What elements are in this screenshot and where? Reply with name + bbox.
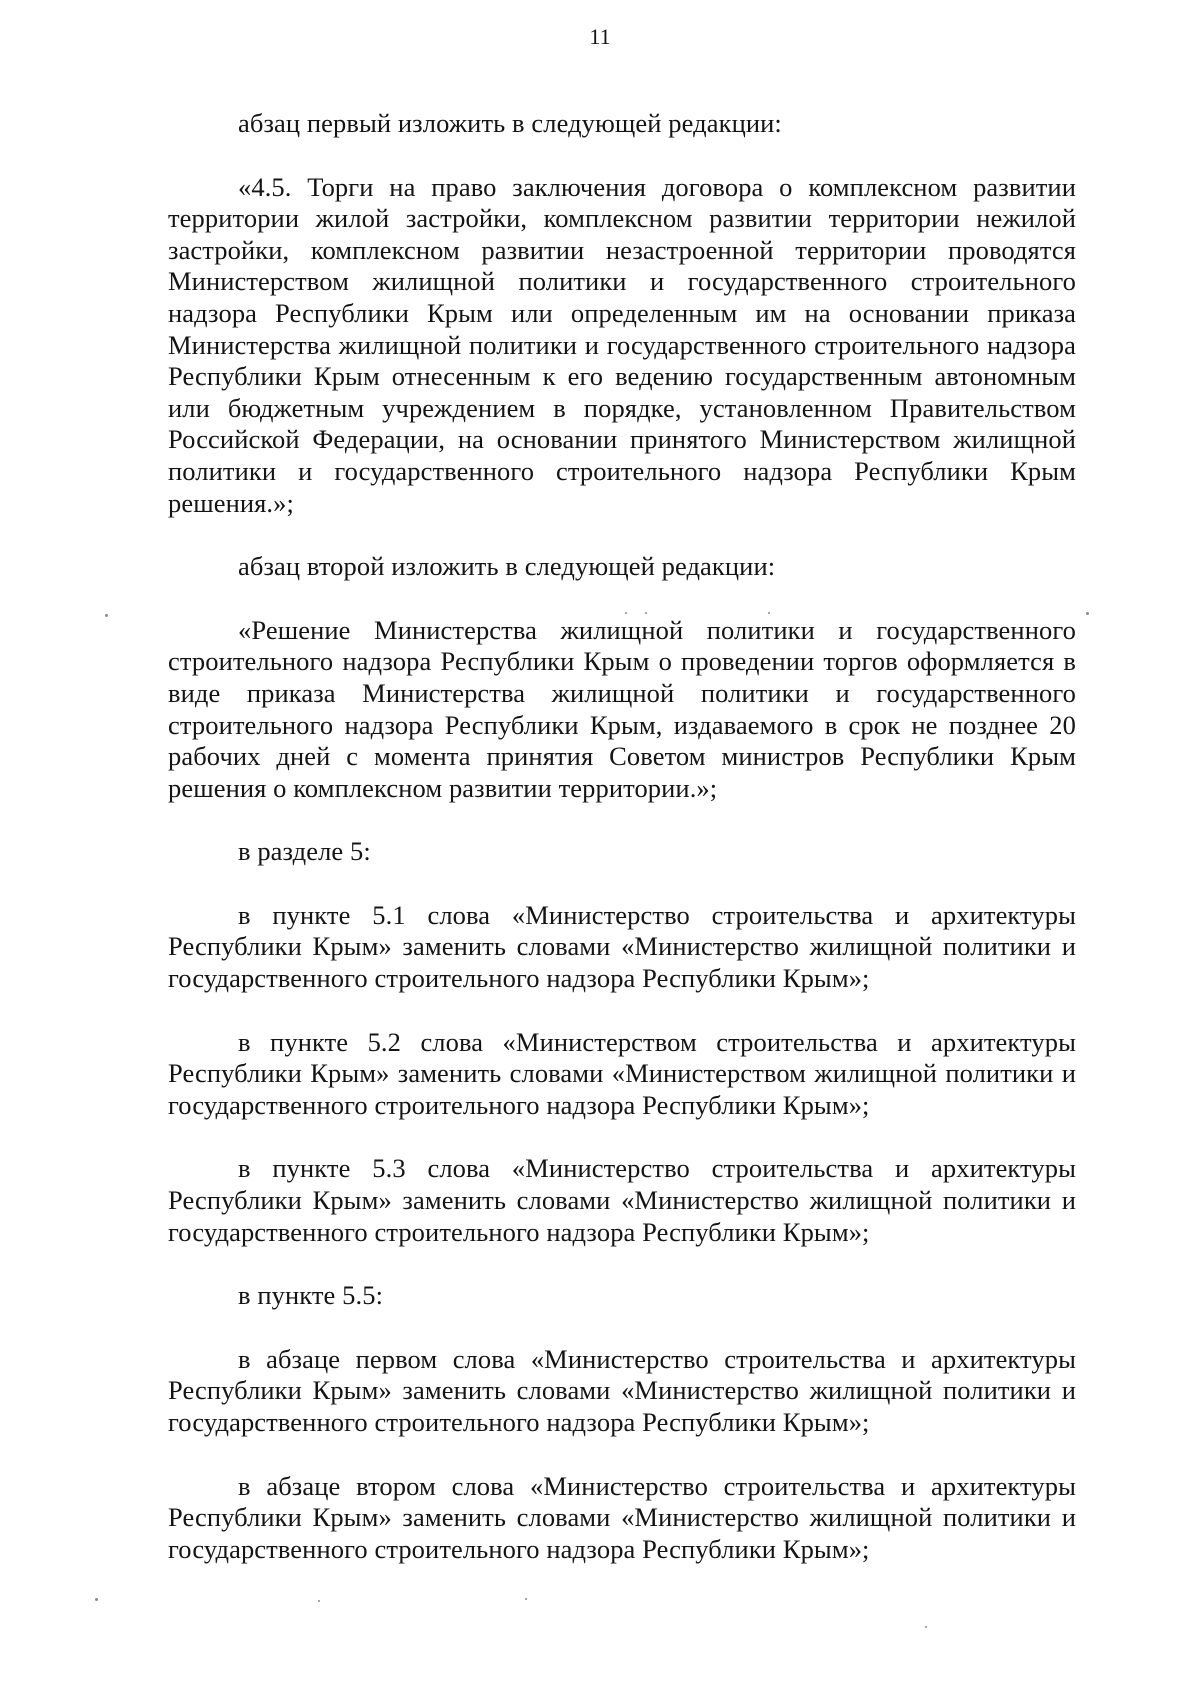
paragraph-item-5-2: в пункте 5.2 слова «Министерством строительства и архитектуры Республики Крым» заменить словами «Министерством жилищной политики и государственного строительного надзора Республики Крым»; xyxy=(168,1026,1076,1120)
scan-speck xyxy=(645,612,647,614)
scan-speck xyxy=(95,1598,98,1601)
scan-speck xyxy=(1086,612,1089,615)
paragraph-5-5-abzac-1: в абзаце первом слова «Министерство строительства и архитектуры Республики Крым» заменить словами «Министерство жилищной политики и государственного строительного надзора Республики Крым»; xyxy=(168,1343,1076,1437)
scan-speck xyxy=(768,612,770,614)
scan-speck xyxy=(525,1598,527,1600)
paragraph-second-abzac-instruction: абзац второй изложить в следующей редакции: xyxy=(238,551,776,582)
page-number: 11 xyxy=(589,24,611,49)
scan-speck xyxy=(105,614,108,617)
paragraph-item-5-1: в пункте 5.1 слова «Министерство строительства и архитектуры Республики Крым» заменить словами «Министерство жилищной политики и государственного строительного надзора Республики Крым»; xyxy=(168,899,1076,994)
scan-speck xyxy=(625,612,627,614)
document-body xyxy=(168,108,1076,1597)
scan-speck xyxy=(925,1626,927,1628)
scan-speck xyxy=(318,1600,320,1602)
paragraph-item-5-5: в пункте 5.5: xyxy=(238,1280,384,1311)
paragraph-decision-text: «Решение Министерства жилищной политики и государственного строительного надзора Республики Крым о проведении торгов оформляется в виде приказа Министерства жилищной политики и государственного строительного надзора Республики Крым, издаваемого в срок не позднее 20 рабочих дней с момента принятия Советом министров Республики Крым решения о комплексном развитии территории.»; xyxy=(168,614,1076,803)
paragraph-item-5-3: в пункте 5.3 слова «Министерство строительства и архитектуры Республики Крым» заменить словами «Министерство жилищной политики и государственного строительного надзора Республики Крым»; xyxy=(168,1153,1076,1247)
paragraph-section-5: в разделе 5: xyxy=(238,836,371,867)
paragraph-item-4-5-text: «4.5. Торги на право заключения договора о комплексном развитии территории жилой застройки, комплексном развитии территории нежилой застройки, комплексном развитии незастроенной территории проводятся Министерством жилищной политики и государственного строительного надзора Республики Крым или определенным им на основании приказа Министерства жилищной политики и государственного строительного надзора Республики Крым отнесенным к его ведению государственным автономным или бюджетным учреждением в порядке, установленном Правительством Российской Федерации, на основании принятого Министерством жилищной политики и государственного строительного надзора Республики Крым решения.»; xyxy=(168,171,1076,518)
paragraph-5-5-abzac-2: в абзаце втором слова «Министерство строительства и архитектуры Республики Крым» заменить словами «Министерство жилищной политики и государственного строительного надзора Республики Крым»; xyxy=(168,1470,1076,1564)
paragraph-first-abzac-instruction: абзац первый изложить в следующей редакции: xyxy=(238,108,782,138)
